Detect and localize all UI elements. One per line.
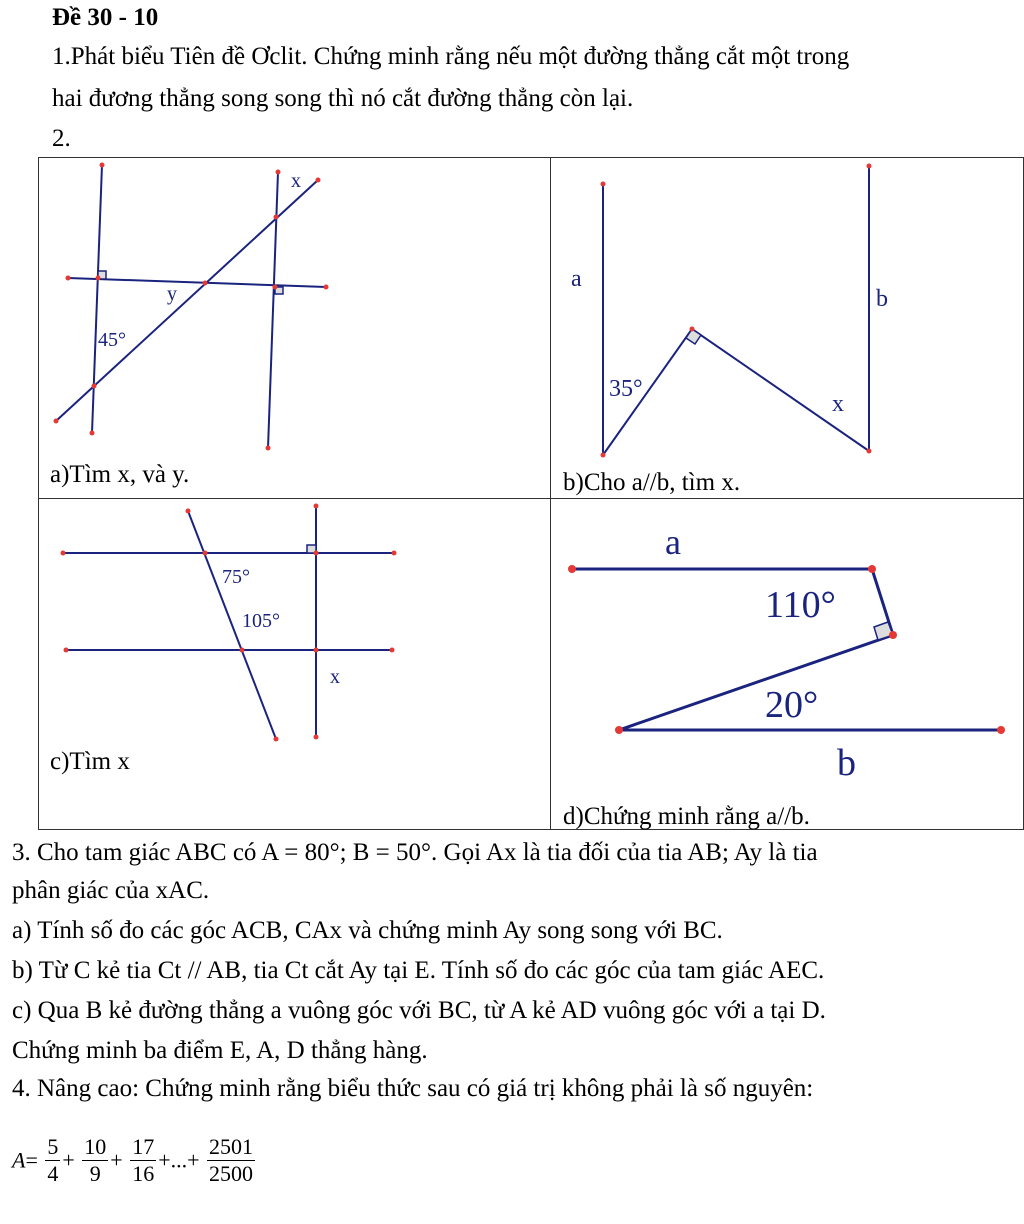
fig-b-label-angle: 35° (609, 376, 643, 402)
q3-part-a: a) Tính số đo các góc ACB, CAx và chứng minh Ay song song với BC. (12, 917, 723, 944)
fig-d-label-angle1: 110° (765, 584, 836, 626)
fig-d-label-a: a (665, 522, 681, 562)
fig-d-zigzag (619, 569, 893, 730)
fig-b-label-b: b (876, 286, 888, 312)
q1-line2: hai đương thẳng song song thì nó cắt đường thẳng còn lại. (52, 85, 634, 112)
fig-a-label-y: y (167, 283, 177, 305)
fig-a-line-right (268, 172, 278, 448)
formula-lhs: A (12, 1147, 26, 1173)
q3-line1: 3. Cho tam giác ABC có A = 80°; B = 50°. Gọi Ax là tia đối của tia AB; Ay là tia (12, 839, 818, 866)
formula-eq: = (25, 1147, 38, 1173)
fig-c-label-angle1: 75° (222, 566, 250, 588)
fig-b-zigzag (603, 329, 869, 455)
q1-line1: 1.Phát biểu Tiên đề Ơclit. Chứng minh rằng nếu một đường thẳng cắt một trong (52, 43, 850, 70)
formula-ellipsis: +...+ (158, 1147, 200, 1173)
q4-formula (12, 1134, 257, 1187)
fig-a-label-x: x (291, 170, 301, 192)
fig-a-label-angle: 45° (98, 329, 126, 351)
fig-b-caption: b)Cho a//b, tìm x. (563, 469, 741, 496)
q4-text: 4. Nâng cao: Chứng minh rằng biểu thức sau có giá trị không phải là số nguyên: (12, 1075, 814, 1102)
fig-c-caption: c)Tìm x (50, 748, 130, 775)
fig-b-label-a: a (571, 266, 582, 292)
fraction-4: $\frac{2501}{2500}$ (209, 1134, 254, 1186)
formula-plus-1: + (62, 1147, 75, 1173)
fig-c-label-angle2: 105° (242, 610, 280, 632)
q3-line2: phân giác của xAC. (12, 877, 210, 904)
fig-a-caption: a)Tìm x, và y. (50, 461, 190, 488)
fig-c-label-x: x (330, 666, 340, 688)
fig-b-right-angle (686, 329, 701, 344)
fig-a-line-left (92, 165, 102, 433)
fig-d-label-angle2: 20° (765, 684, 819, 726)
fraction-3: $\frac{17}{16}$ (132, 1134, 155, 1186)
page-title: Đề 30 - 10 (52, 4, 159, 31)
q3-part-b: b) Từ C kẻ tia Ct // AB, tia Ct cắt Ay tại E. Tính số đo các góc của tam giác AEC. (12, 957, 825, 984)
fraction-2: $\frac{10}{9}$ (84, 1134, 107, 1186)
formula-plus-2: + (110, 1147, 123, 1173)
fig-d-caption: d)Chứng minh rằng a//b. (563, 803, 810, 830)
fig-b-label-x: x (832, 391, 844, 417)
q2-label: 2. (52, 125, 71, 152)
q3-part-c-line2: Chứng minh ba điểm E, A, D thẳng hàng. (12, 1037, 428, 1064)
fig-d-label-b: b (837, 742, 856, 784)
fraction-1: $\frac{5}{4}$ (47, 1134, 59, 1186)
q3-part-c-line1: c) Qua B kẻ đường thẳng a vuông góc với BC, từ A kẻ AD vuông góc với a tại D. (12, 997, 826, 1024)
